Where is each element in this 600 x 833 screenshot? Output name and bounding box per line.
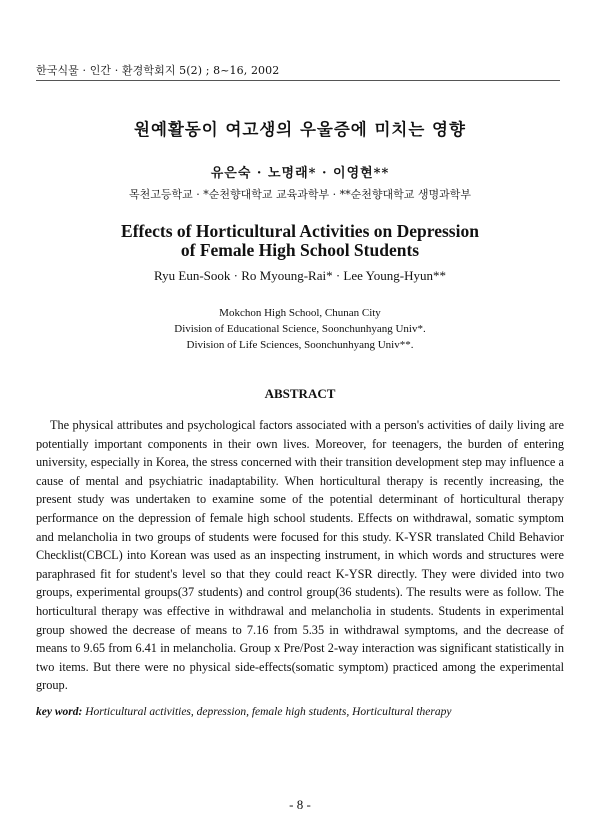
korean-title: 원예활동이 여고생의 우울증에 미치는 영향	[134, 120, 466, 139]
keywords-label: key word:	[36, 706, 83, 718]
page-number: - 8 -	[289, 797, 311, 812]
affiliation-2: Division of Educational Science, Soonchunhyang Univ*.	[174, 323, 426, 335]
affiliation-3: Division of Life Sciences, Soonchunhyang Univ**.	[186, 339, 414, 351]
affiliation-block	[0, 305, 600, 353]
english-authors: Ryu Eun-Sook · Ro Myoung-Rai* · Lee Young-Hyun**	[154, 268, 446, 283]
keywords-text: Horticultural activities, depression, female high students, Horticultural therapy	[85, 706, 452, 718]
korean-authors: 유은숙 · 노명래* · 이영현**	[210, 166, 390, 181]
english-title-line-2: of Female High School Students	[180, 240, 420, 260]
affiliation-1: Mokchon High School, Chunan City	[219, 307, 381, 319]
abstract-body: The physical attributes and psychological factors associated with a person's activities of daily living are potentially important components in their own lives. Moreover, for teenagers, the burden of entering university, especially in Korea, the stress concerned with their transition development step may influence a cause of mental and psychiatric inadaptability. When horticultural therapy is recently increasing, the present study was undertaken to examine some of the potential determinant of horticultural therapy performance on the depression of female high school students. Effects on withdrawal, somatic symptom and melancholia in two groups of students were focused for this study. K-YSR translated Child Behavior Checklist(CBCL) into Korean was used as an inspecting instrument, in which words and structures were paraphrased fit for student's level so that they could react K-YSR directly. They were divided into two groups, experimental groups(37 students) and control group(36 students). The results were as follow. The horticultural therapy was effective in withdrawal and melancholia in students. Students in experimental group showed the decrease of means to 7.16 from 5.35 in withdrawal symptoms, and the decrease of means to 9.65 from 6.41 in melancholia. Group x Pre/Post 2-way interaction was significant statistically in two items. But there were no physical side-effects(somatic symptom) practiced among the experimental group.	[36, 418, 564, 693]
journal-reference: 한국식물 · 인간 · 환경학회지 5(2) ; 8~16, 2002	[36, 64, 280, 77]
abstract-heading: ABSTRACT	[264, 386, 336, 401]
korean-affiliations: 목천고등학교 · *순천향대학교 교육과학부 · **순천향대학교 생명과학부	[129, 188, 471, 201]
english-title	[0, 222, 600, 260]
english-title-line-1: Effects of Horticultural Activities on Depression	[121, 221, 479, 241]
keywords	[36, 706, 564, 718]
header-rule	[36, 80, 560, 81]
